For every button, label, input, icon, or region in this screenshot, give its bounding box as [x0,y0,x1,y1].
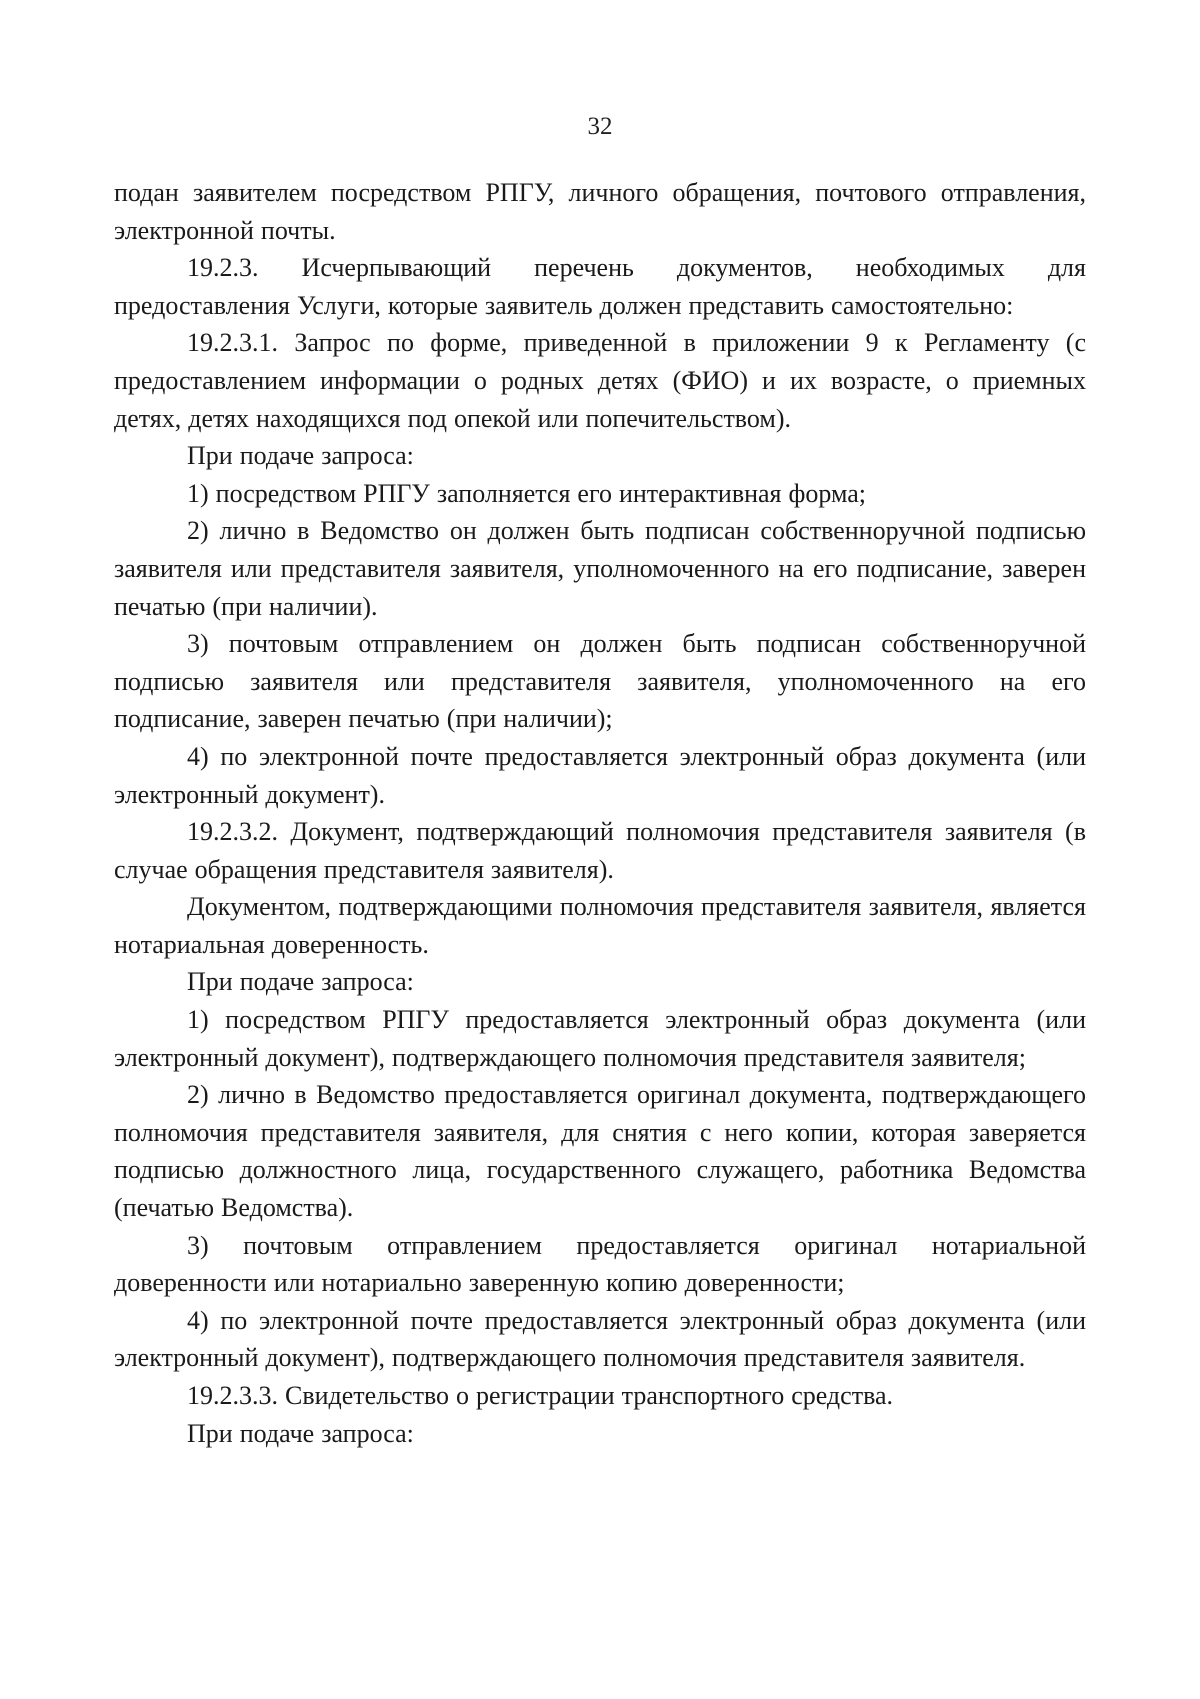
paragraph: 19.2.3.3. Свидетельство о регистрации транспортного средства. [187,1381,894,1410]
paragraph: 4) по электронной почте предоставляется электронный образ документа (или электронный документ), подтверждающего полномочия представителя заявителя. [114,1305,1086,1373]
paragraph: подан заявителем посредством РПГУ, личного обращения, почтового отправления, электронной почты. [114,178,1086,245]
paragraph: Документом, подтверждающими полномочия представителя заявителя, является нотариальная доверенность. [114,892,1086,959]
paragraph: 4) по электронной почте предоставляется электронный образ документа (или электронный документ). [114,741,1086,809]
paragraph: При подаче запроса: [187,1418,414,1448]
paragraph: 19.2.3.1. Запрос по форме, приведенной в приложении 9 к Регламенту (с предоставлением информации о родных детях (ФИО) и их возрасте, о приемных детях, детях находящихся под опекой или попечительством). [114,328,1086,433]
paragraph: 2) лично в Ведомство предоставляется оригинал документа, подтверждающего полномочия представителя заявителя, для снятия с него копии, которая заверяется подписью должностного лица, государственного служащего, работника Ведомства (печатью Ведомства). [114,1080,1086,1223]
page-number: 32 [587,113,613,140]
paragraph: 3) почтовым отправлением он должен быть подписан собственноручной подписью заявителя или представителя заявителя, уполномоченного на его подписание, заверен печатью (при наличии); [114,629,1086,734]
paragraph: 19.2.3. Исчерпывающий перечень документов, необходимых для предоставления Услуги, которые заявитель должен представить самостоятельно: [114,253,1086,320]
paragraph: 19.2.3.2. Документ, подтверждающий полномочия представителя заявителя (в случае обращения представителя заявителя). [114,817,1086,884]
paragraph: 2) лично в Ведомство он должен быть подписан собственноручной подписью заявителя или представителя заявителя, уполномоченного на его подписание, заверен печатью (при наличии). [114,516,1086,621]
paragraph: При подаче запроса: [187,967,414,997]
paragraph: 1) посредством РПГУ предоставляется электронный образ документа (или электронный документ), подтверждающего полномочия представителя заявителя; [114,1005,1086,1072]
document-body [114,174,1086,1452]
paragraph: При подаче запроса: [187,441,414,471]
paragraph: 1) посредством РПГУ заполняется его интерактивная форма; [187,478,866,508]
paragraph: 3) почтовым отправлением предоставляется оригинал нотариальной доверенности или нотариально заверенную копию доверенности; [114,1230,1086,1298]
